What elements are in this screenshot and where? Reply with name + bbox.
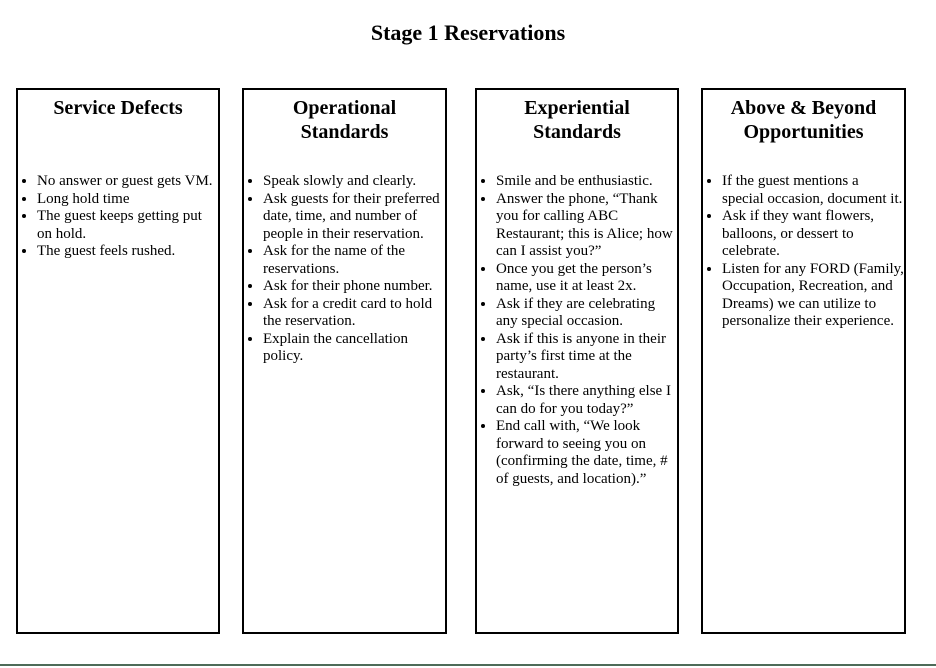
- bullet-item: • Listen for any FORD (Family, Occupation, Recreation, and Dreams) we can utilize to personalize their experience.: [722, 261, 904, 331]
- bullet-list-experiential-standards: [477, 173, 677, 488]
- bullet-item: • Ask for a credit card to hold the reservation.: [263, 296, 445, 331]
- bullet-item: • End call with, “We look forward to seeing you on (confirming the date, time, # of guests, and location).”: [496, 418, 677, 488]
- panel-experiential-standards: [475, 88, 679, 634]
- bullet-item: • Ask if they want flowers, balloons, or dessert to celebrate.: [722, 208, 904, 261]
- bullet-item: • Smile and be enthusiastic.: [496, 173, 677, 191]
- bullet-list-operational-standards: [244, 173, 445, 366]
- bullet-list-service-defects: [18, 173, 218, 261]
- bullet-item: • Ask guests for their preferred date, time, and number of people in their reservation.: [263, 191, 445, 244]
- panel-service-defects: [16, 88, 220, 634]
- bullet-item: • Ask for their phone number.: [263, 278, 445, 296]
- panel-above-beyond-opportunities: [701, 88, 906, 634]
- bullet-item: • Ask for the name of the reservations.: [263, 243, 445, 278]
- panel-operational-standards: [242, 88, 447, 634]
- bullet-item: • Answer the phone, “Thank you for calling ABC Restaurant; this is Alice; how can I assist you?”: [496, 191, 677, 261]
- bullet-item: • Ask if this is anyone in their party’s first time at the restaurant.: [496, 331, 677, 384]
- bottom-divider: [0, 664, 936, 666]
- panel-heading-service-defects: Service Defects: [53, 97, 183, 119]
- bullet-item: • Once you get the person’s name, use it at least 2x.: [496, 261, 677, 296]
- panel-heading-above-beyond-opportunities: Above & Beyond Opportunities: [730, 97, 877, 143]
- bullet-item: • Ask if they are celebrating any special occasion.: [496, 296, 677, 331]
- bullet-item: • The guest keeps getting put on hold.: [37, 208, 218, 243]
- bullet-item: • Explain the cancellation policy.: [263, 331, 445, 366]
- bullet-item: • If the guest mentions a special occasion, document it.: [722, 173, 904, 208]
- panel-heading-operational-standards: Operational Standards: [292, 97, 397, 143]
- bullet-item: • Ask, “Is there anything else I can do for you today?”: [496, 383, 677, 418]
- bullet-item: • No answer or guest gets VM.: [37, 173, 218, 191]
- bullet-list-above-beyond-opportunities: [703, 173, 904, 331]
- page-title: Stage 1 Reservations: [370, 20, 566, 45]
- bullet-item: • Long hold time: [37, 191, 218, 209]
- bullet-item: • Speak slowly and clearly.: [263, 173, 445, 191]
- bullet-item: • The guest feels rushed.: [37, 243, 218, 261]
- panel-heading-experiential-standards: Experiential Standards: [524, 97, 630, 143]
